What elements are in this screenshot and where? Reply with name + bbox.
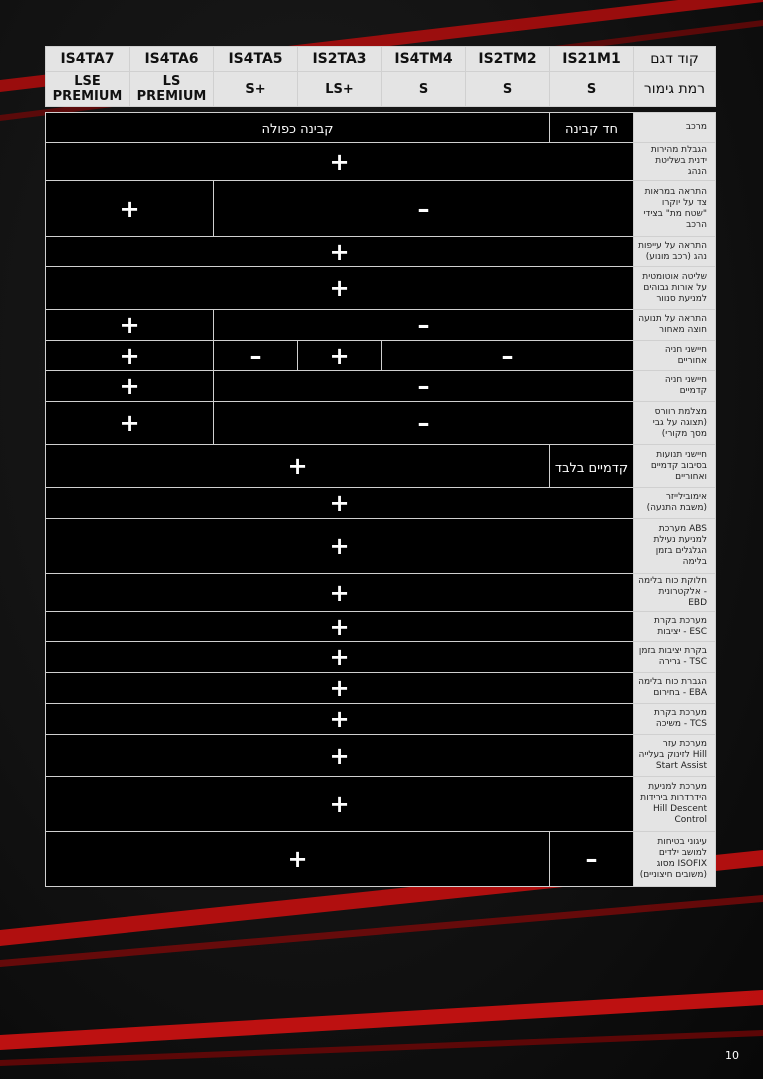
included-mark: +	[329, 274, 350, 302]
feature-label: אימובילייזר (משבת התנעה)	[634, 488, 716, 519]
trim-level: LSE PREMIUM	[46, 72, 130, 107]
trim-level: S	[382, 72, 466, 107]
feature-label: שליטה אוטומטית על אורות גבוהים למניעת סנוור	[634, 267, 716, 310]
trim-level: S	[550, 72, 634, 107]
page-number: 10	[725, 1049, 739, 1062]
not-included-mark: –	[501, 341, 514, 370]
feature-label: בקרת יציבות בזמן גרירה - TSC	[634, 642, 716, 673]
model-code-row	[46, 47, 716, 72]
trim-level-row-label: רמת גימור	[634, 72, 716, 107]
not-included-mark: –	[417, 311, 430, 339]
included-mark: +	[287, 452, 308, 480]
included-mark: +	[329, 674, 350, 702]
feature-row	[46, 642, 716, 673]
front-only-note: קדמיים בלבד	[554, 460, 629, 476]
model-code: IS4TM4	[382, 47, 466, 72]
feature-row	[46, 612, 716, 642]
not-included-mark: –	[249, 341, 262, 370]
feature-label: מערכת ABS למניעת נעילת הגלגלים בזמן בלימה	[634, 519, 716, 574]
not-included-mark: –	[417, 372, 430, 400]
feature-label: חיישני תנועות בסיבוב קדמיים ואחוריים	[634, 445, 716, 488]
not-included-mark: –	[585, 845, 598, 873]
feature-label: מערכת עזר לזינוק בעלייה Hill Start Assist	[634, 735, 716, 777]
feature-label: הגבלת מהירות ידנית בשליטת הנהג	[634, 143, 716, 181]
included-mark: +	[329, 341, 350, 370]
not-included-mark: –	[417, 194, 430, 223]
included-mark: +	[329, 237, 350, 266]
feature-row	[46, 735, 716, 777]
trim-level-row	[46, 72, 716, 107]
included-mark: +	[329, 489, 350, 517]
feature-label: מערכת למניעת הידרדרות בירידות Hill Descent Control	[634, 777, 716, 832]
included-mark: +	[119, 372, 140, 400]
feature-label: מערכת בקרת משיכה - TCS	[634, 704, 716, 735]
included-mark: +	[329, 741, 350, 770]
model-code: IS21M1	[550, 47, 634, 72]
model-code: IS4TA6	[130, 47, 214, 72]
feature-row	[46, 143, 716, 181]
included-mark: +	[329, 612, 350, 641]
feature-row	[46, 371, 716, 402]
included-mark: +	[329, 643, 350, 671]
trim-level: LS PREMIUM	[130, 72, 214, 107]
feature-label: מערכת בקרת יציבות - ESC	[634, 612, 716, 642]
trim-level: S+	[214, 72, 298, 107]
feature-label: חלוקת כוח בלימה אלקטרונית - EBD	[634, 574, 716, 612]
feature-row	[46, 267, 716, 310]
included-mark: +	[329, 705, 350, 733]
feature-row	[46, 673, 716, 704]
included-mark: +	[119, 341, 140, 370]
model-code: IS2TM2	[466, 47, 550, 72]
feature-label: עיגוני בטיחות למושב ילדים מסוג ISOFIX (משובים חיצוניים)	[634, 832, 716, 887]
body-type-label: מרכב	[634, 113, 716, 143]
trim-level: S	[466, 72, 550, 107]
feature-row	[46, 704, 716, 735]
not-included-mark: –	[417, 409, 430, 437]
trim-level: LS+	[298, 72, 382, 107]
feature-label: התראה על תנועה חוצה מאחור	[634, 310, 716, 341]
feature-row	[46, 310, 716, 341]
model-code: IS4TA7	[46, 47, 130, 72]
included-mark: +	[119, 311, 140, 339]
feature-label: הגברת כוח בלימה בחירום - EBA	[634, 673, 716, 704]
included-mark: +	[119, 194, 140, 223]
feature-row	[46, 445, 716, 488]
feature-row	[46, 181, 716, 237]
feature-row	[46, 574, 716, 612]
feature-row	[46, 237, 716, 267]
single-cab-cell: חד קבינה	[550, 113, 634, 143]
feature-row	[46, 402, 716, 445]
included-mark: +	[329, 532, 350, 560]
included-mark: +	[119, 409, 140, 437]
feature-label: התראה במראות צד על יוקרו "שטח מת" בצידי הרכב	[634, 181, 716, 237]
model-code-row-label: קוד דגם	[634, 47, 716, 72]
double-cab-cell: קבינה כפולה	[46, 113, 550, 143]
safety-spec-table	[45, 46, 716, 887]
feature-row	[46, 488, 716, 519]
included-mark: +	[329, 578, 350, 607]
feature-label: התראה על עייפות נהג (רכב מונוע)	[634, 237, 716, 267]
feature-label: מצלמת רוורס (תצוגה על גבי מסך מקורי)	[634, 402, 716, 445]
model-code: IS4TA5	[214, 47, 298, 72]
included-mark: +	[329, 790, 350, 818]
feature-row	[46, 341, 716, 371]
feature-row	[46, 519, 716, 574]
feature-label: חיישני חניה קדמיים	[634, 371, 716, 402]
included-mark: +	[329, 147, 350, 176]
feature-label: חיישני חניה אחוריים	[634, 341, 716, 371]
feature-row	[46, 832, 716, 887]
model-code: IS2TA3	[298, 47, 382, 72]
included-mark: +	[287, 845, 308, 873]
feature-row	[46, 777, 716, 832]
body-type-row	[46, 113, 716, 143]
spec-table-container	[45, 46, 715, 887]
